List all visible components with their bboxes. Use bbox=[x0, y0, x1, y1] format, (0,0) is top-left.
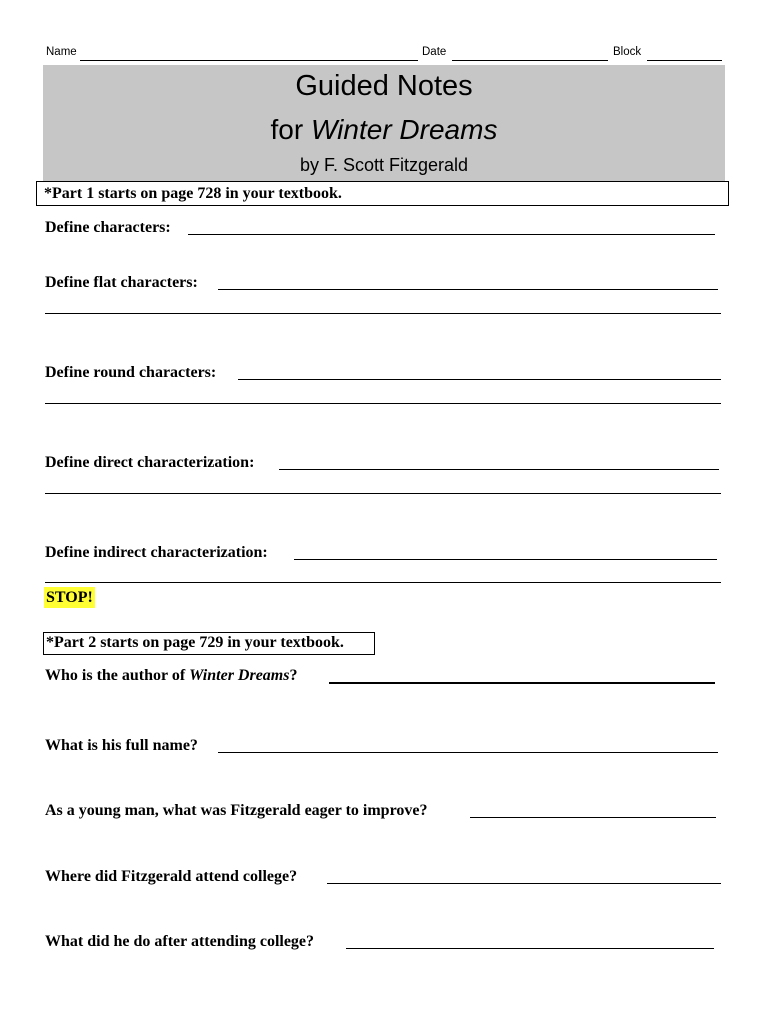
question-define-direct-characterization: Define direct characterization: bbox=[45, 454, 255, 471]
answer-line[interactable] bbox=[188, 234, 715, 235]
part2-note: *Part 2 starts on page 729 in your textbook. bbox=[46, 634, 344, 651]
question-after-college: What did he do after attending college? bbox=[45, 933, 315, 950]
answer-line[interactable] bbox=[45, 582, 721, 583]
part1-note: *Part 1 starts on page 728 in your textbook. bbox=[44, 185, 342, 202]
block-label: Block bbox=[613, 46, 642, 58]
question-define-flat-characters: Define flat characters: bbox=[45, 274, 198, 291]
answer-line[interactable] bbox=[279, 469, 719, 470]
stop-label: STOP! bbox=[46, 589, 93, 606]
answer-line[interactable] bbox=[294, 559, 717, 560]
name-field[interactable] bbox=[80, 60, 418, 61]
name-label: Name bbox=[46, 46, 77, 58]
answer-line[interactable] bbox=[218, 289, 718, 290]
date-field[interactable] bbox=[452, 60, 608, 61]
title-line-2 bbox=[43, 114, 725, 146]
story-title: Winter Dreams bbox=[311, 114, 498, 145]
answer-line[interactable] bbox=[238, 379, 721, 380]
author-byline: by F. Scott Fitzgerald bbox=[299, 155, 469, 175]
answer-line[interactable] bbox=[45, 313, 721, 314]
part1-note-box bbox=[36, 181, 729, 206]
question-author-prefix: Who is the author of bbox=[45, 667, 186, 684]
question-define-round-characters: Define round characters: bbox=[45, 364, 217, 381]
answer-line[interactable] bbox=[45, 403, 721, 404]
question-define-indirect-characterization: Define indirect characterization: bbox=[45, 544, 268, 561]
answer-line[interactable] bbox=[45, 493, 721, 494]
answer-line[interactable] bbox=[470, 817, 716, 818]
question-author bbox=[45, 667, 297, 685]
answer-line[interactable] bbox=[218, 752, 718, 753]
question-improve: As a young man, what was Fitzgerald eager to improve? bbox=[45, 802, 428, 819]
question-full-name: What is his full name? bbox=[45, 737, 198, 754]
question-author-suffix: ? bbox=[289, 667, 298, 684]
question-author-title: Winter Dreams bbox=[189, 667, 290, 684]
question-college: Where did Fitzgerald attend college? bbox=[45, 868, 298, 885]
title-line-1: Guided Notes bbox=[295, 70, 473, 102]
answer-line[interactable] bbox=[346, 948, 714, 949]
question-define-characters: Define characters: bbox=[45, 219, 171, 236]
block-field[interactable] bbox=[647, 60, 722, 61]
part2-note-box bbox=[43, 632, 375, 655]
answer-line[interactable] bbox=[327, 883, 721, 884]
answer-line[interactable] bbox=[329, 682, 715, 684]
date-label: Date bbox=[422, 46, 447, 58]
title-prefix: for bbox=[270, 114, 304, 145]
